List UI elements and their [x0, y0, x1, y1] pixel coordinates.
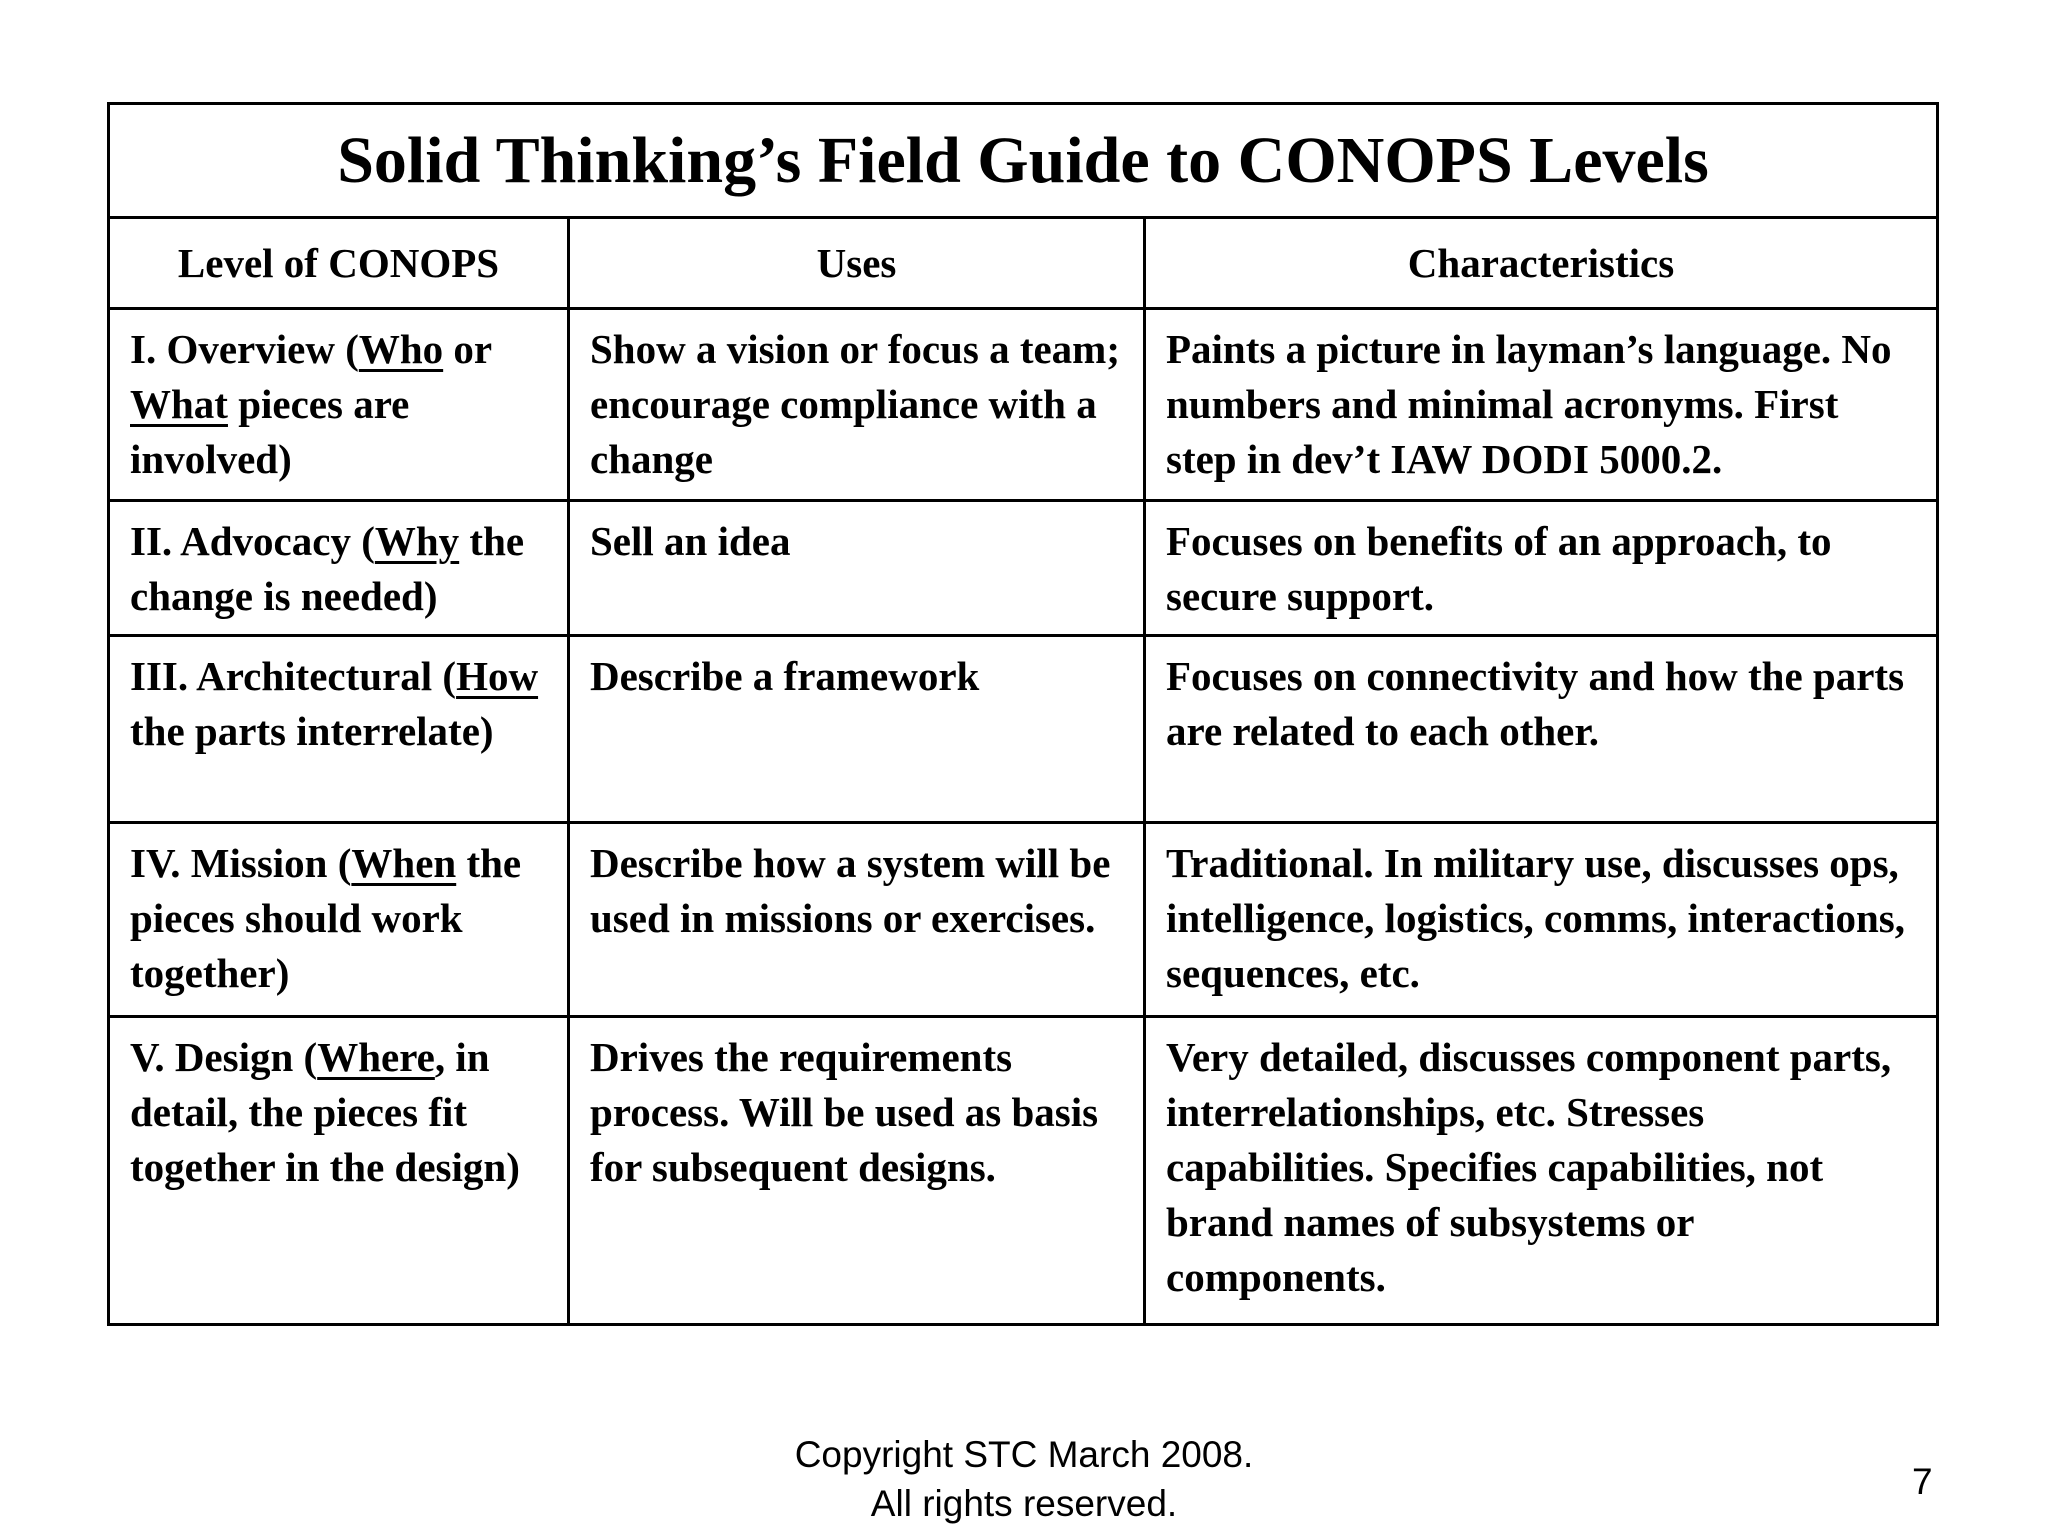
- level-emphasis: What: [130, 381, 228, 427]
- table-row: [109, 636, 1938, 823]
- level-text: , in detail, the pieces fit together in the design): [130, 1034, 520, 1190]
- title-row: [109, 104, 1938, 218]
- uses-cell: Sell an idea: [569, 501, 1145, 636]
- characteristics-cell: Focuses on benefits of an approach, to secure support.: [1145, 501, 1938, 636]
- conops-levels-table: [107, 102, 1939, 1326]
- table-row: [109, 309, 1938, 501]
- copyright-notice: [0, 1430, 2048, 1528]
- level-text: V. Design (: [130, 1034, 318, 1080]
- characteristics-cell: Very detailed, discusses component parts, interrelationships, etc. Stresses capabilities. Specifies capabilities, not brand names of subsystems or components.: [1145, 1017, 1938, 1325]
- level-emphasis: Who: [358, 326, 444, 372]
- level-text: pieces are involved): [130, 381, 410, 482]
- level-text: or: [443, 326, 492, 372]
- level-emphasis: When: [351, 840, 457, 886]
- level-text: the parts interrelate): [130, 708, 494, 754]
- level-emphasis: Why: [374, 518, 460, 564]
- column-header-level: Level of CONOPS: [109, 218, 569, 309]
- characteristics-cell: Traditional. In military use, discusses ops, intelligence, logistics, comms, interactions, sequences, etc.: [1145, 823, 1938, 1017]
- header-row: [109, 218, 1938, 309]
- column-header-characteristics: Characteristics: [1145, 218, 1938, 309]
- uses-cell: Show a vision or focus a team; encourage compliance with a change: [569, 309, 1145, 501]
- page-number: 7: [1912, 1461, 1933, 1502]
- level-cell: [109, 636, 569, 823]
- level-text: IV. Mission (: [130, 840, 352, 886]
- rights-line: All rights reserved.: [870, 1483, 1178, 1524]
- table-title: Solid Thinking’s Field Guide to CONOPS Levels: [109, 104, 1938, 218]
- uses-cell: Describe how a system will be used in missions or exercises.: [569, 823, 1145, 1017]
- table-row: [109, 1017, 1938, 1325]
- level-text: III. Architectural (: [130, 653, 457, 699]
- level-text: II. Advocacy (: [130, 518, 375, 564]
- level-text: the pieces should work together): [130, 840, 522, 996]
- level-cell: [109, 823, 569, 1017]
- uses-cell: Drives the requirements process. Will be used as basis for subsequent designs.: [569, 1017, 1145, 1325]
- level-cell: [109, 309, 569, 501]
- level-emphasis: How: [456, 653, 539, 699]
- characteristics-cell: Focuses on connectivity and how the parts are related to each other.: [1145, 636, 1938, 823]
- table-row: [109, 501, 1938, 636]
- table-row: [109, 823, 1938, 1017]
- characteristics-cell: Paints a picture in layman’s language. No numbers and minimal acronyms. First step in dev’t IAW DODI 5000.2.: [1145, 309, 1938, 501]
- level-cell: [109, 1017, 569, 1325]
- uses-cell: Describe a framework: [569, 636, 1145, 823]
- column-header-uses: Uses: [569, 218, 1145, 309]
- level-cell: [109, 501, 569, 636]
- level-text: the change is needed): [130, 518, 525, 619]
- copyright-line: Copyright STC March 2008.: [794, 1434, 1254, 1475]
- level-emphasis: Where: [317, 1034, 435, 1080]
- level-text: I. Overview (: [130, 326, 359, 372]
